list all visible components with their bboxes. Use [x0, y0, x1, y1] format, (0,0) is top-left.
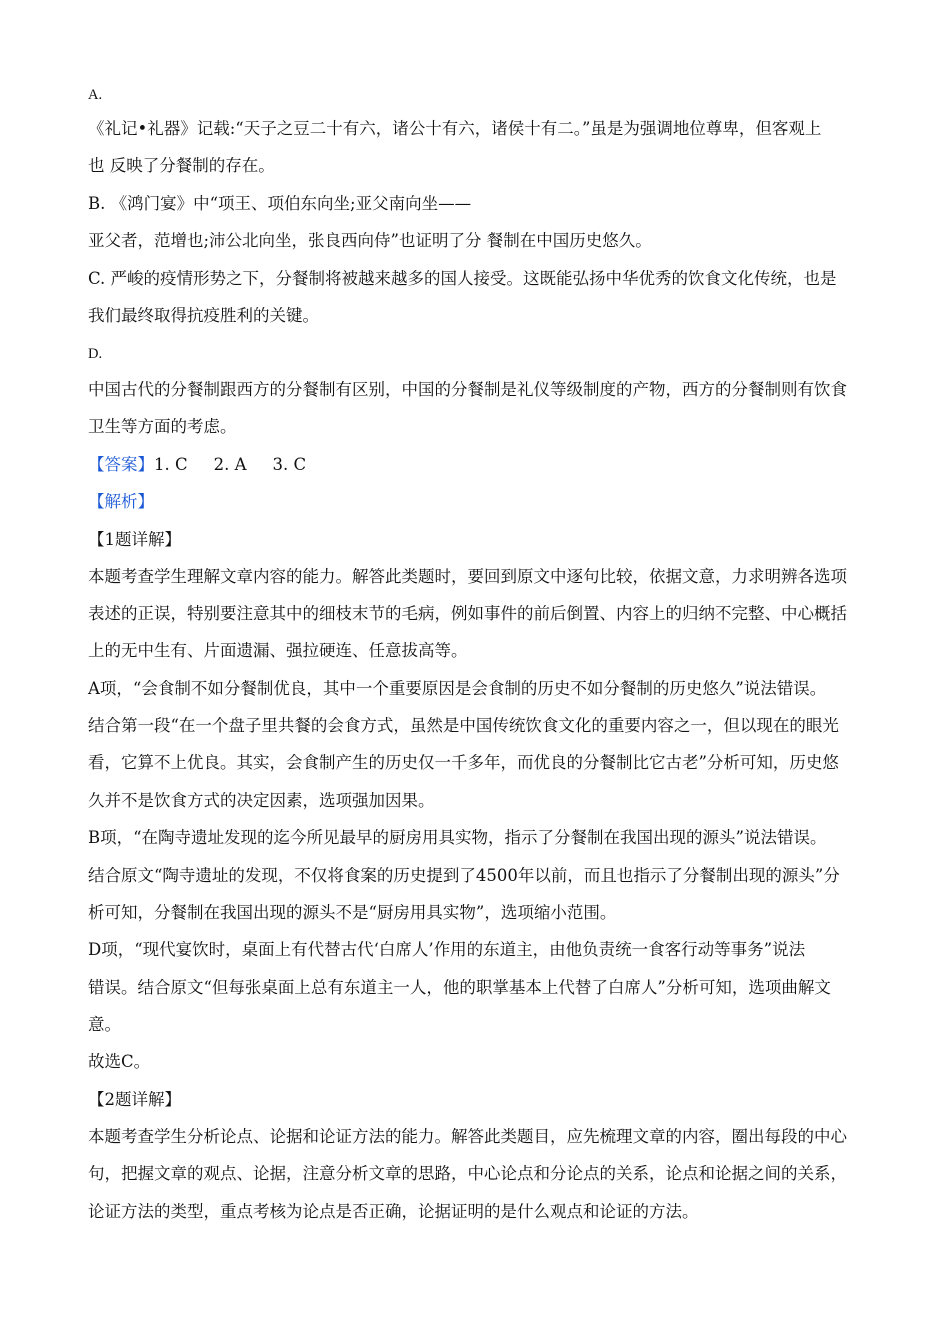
option-d-text-cont: 卫生等方面的考虑。	[88, 417, 237, 436]
q1-option-a-analysis-cont: 久并不是饮食方式的决定因素，选项强加因果。	[88, 791, 435, 810]
option-b-text-cont: 亚父者，范增也;沛公北向坐，张良西向侍”也证明了分 餐制在中国历史悠久。	[88, 231, 652, 250]
option-a-text-cont: 也 反映了分餐制的存在。	[88, 156, 275, 175]
q2-paragraph: 本题考查学生分析论点、论据和论证方法的能力。解答此类题目，应先梳理文章的内容，圈出每段的中心	[88, 1127, 847, 1146]
q1-option-b-analysis: B项，“在陶寺遗址发现的迄今所见最早的厨房用具实物，指示了分餐制在我国出现的源头”说法错误。	[88, 828, 827, 847]
q1-paragraph-cont: 上的无中生有、片面遗漏、强拉硬连、任意拔高等。	[88, 641, 468, 660]
option-d-text: 中国古代的分餐制跟西方的分餐制有区别，中国的分餐制是礼仪等级制度的产物，西方的分餐制则有饮食	[88, 380, 847, 399]
q1-paragraph-cont: 表述的正误，特别要注意其中的细枝末节的毛病，例如事件的前后倒置、内容上的归纳不完整、中心概括	[88, 604, 847, 623]
answer-item-2: 2. A	[213, 455, 247, 474]
q1-option-a-analysis: A项，“会食制不如分餐制优良，其中一个重要原因是会食制的历史不如分餐制的历史悠久”说法错误。	[88, 679, 827, 698]
answer-line	[88, 454, 868, 476]
q1-option-b-analysis-cont: 析可知，分餐制在我国出现的源头不是“厨房用具实物”，选项缩小范围。	[88, 903, 617, 922]
q1-heading: 【1题详解】	[88, 530, 181, 549]
q1-option-b-analysis-cont: 结合原文“陶寺遗址的发现，不仅将食案的历史提到了4500年以前，而且也指示了分餐制出现的源头”分	[88, 866, 840, 885]
option-a-label: A.	[88, 87, 103, 103]
q1-option-d-analysis: D项，“现代宴饮时，桌面上有代替古代‘白席人’作用的东道主，由他负责统一食客行动等事务”说法	[88, 940, 806, 959]
q1-option-a-analysis-cont: 结合第一段“在一个盘子里共餐的会食方式，虽然是中国传统饮食文化的重要内容之一，但以现在的眼光	[88, 716, 839, 735]
option-c-text-cont: 我们最终取得抗疫胜利的关键。	[88, 306, 319, 325]
q1-option-d-analysis-cont: 错误。结合原文“但每张桌面上总有东道主一人，他的职掌基本上代替了白席人”分析可知，选项曲解文	[88, 978, 831, 997]
option-a-text: 《礼记•礼器》记载:“天子之豆二十有六，诸公十有六，诸侯十有二。”虽是为强调地位尊卑，但客观上	[88, 119, 822, 138]
answer-tag: 【答案】	[88, 455, 154, 474]
q1-option-a-analysis-cont: 看，它算不上优良。其实，会食制产生的历史仅一千多年，而优良的分餐制比它古老”分析可知，历史悠	[88, 753, 839, 772]
q1-paragraph: 本题考查学生理解文章内容的能力。解答此类题时，要回到原文中逐句比较，依据文意，力求明辨各选项	[88, 567, 847, 586]
q2-paragraph-cont: 论证方法的类型，重点考核为论点是否正确，论据证明的是什么观点和论证的方法。	[88, 1202, 699, 1221]
option-c-text: C. 严峻的疫情形势之下，分餐制将被越来越多的国人接受。这既能弘扬中华优秀的饮食文化传统，也是	[88, 269, 837, 288]
option-b-text: B. 《鸿门宴》中“项王、项伯东向坐;亚父南向坐——	[88, 194, 472, 213]
q2-heading: 【2题详解】	[88, 1090, 181, 1109]
q2-paragraph-cont: 句，把握文章的观点、论据，注意分析文章的思路，中心论点和分论点的关系，论点和论据之间的关系，	[88, 1164, 847, 1183]
q1-option-d-analysis-cont: 意。	[88, 1015, 121, 1034]
answer-item-3: 3. C	[272, 455, 307, 474]
analysis-tag: 【解析】	[88, 492, 154, 511]
option-d-label: D.	[88, 346, 103, 362]
answer-item-1: 1. C	[154, 455, 188, 474]
q1-conclusion: 故选C。	[88, 1052, 151, 1071]
